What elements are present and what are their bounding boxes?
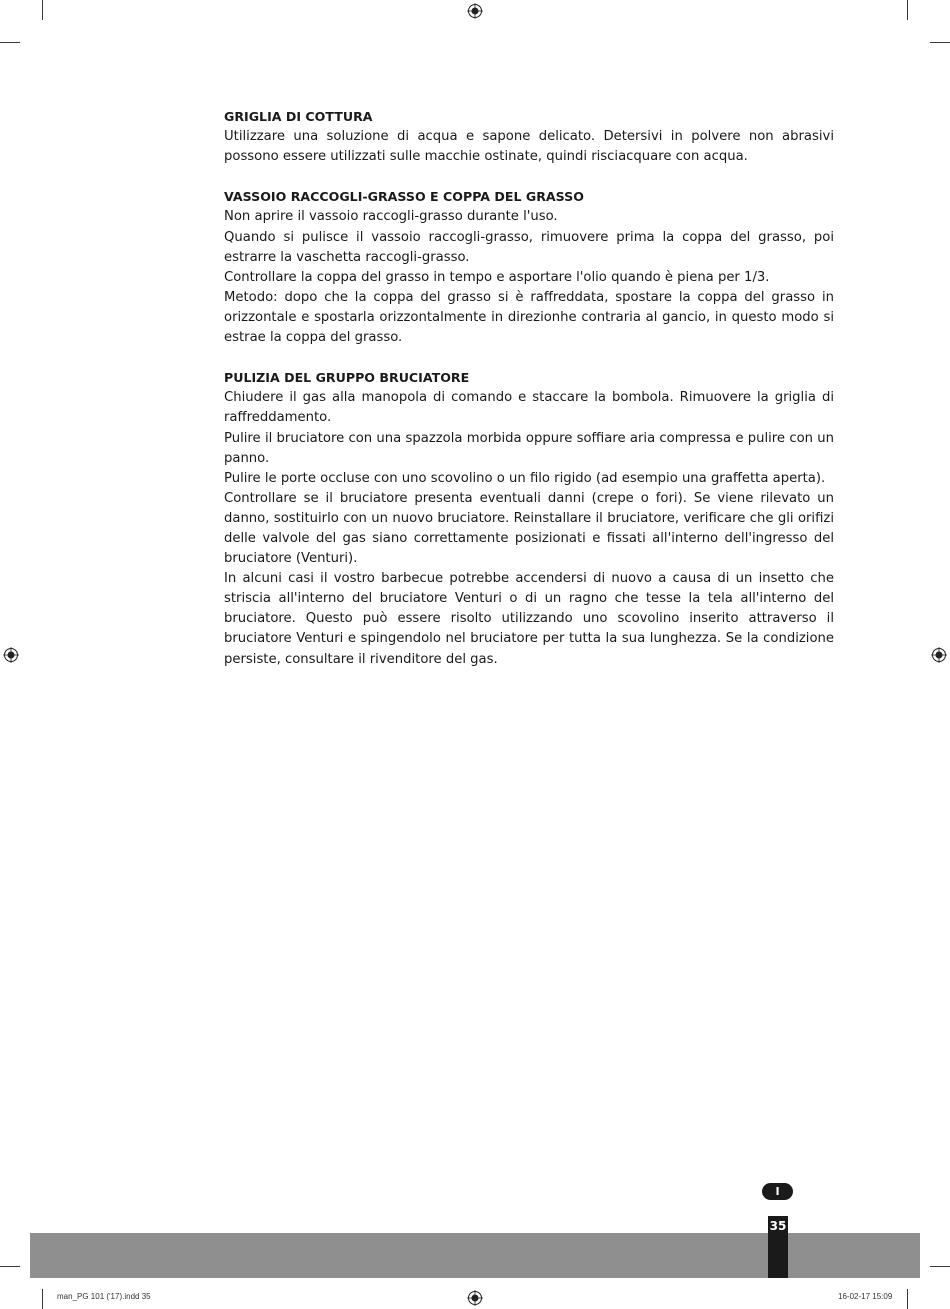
section-grease-tray	[224, 187, 834, 348]
crop-mark	[930, 1266, 950, 1267]
paragraph: Pulire le porte occluse con uno scovolino o un filo rigido (ad esempio una graffetta aperta).	[224, 470, 826, 486]
crop-mark	[907, 0, 908, 20]
paragraph: In alcuni casi il vostro barbecue potrebbe accendersi di nuovo a causa di un insetto che striscia all'interno del bruciatore Venturi o di un ragno che tesse la tela all'interno del bruciatore. Questo può essere risolto utilizzando uno scovolino inserito attraverso il bruciatore Venturi e spingendolo nel bruciatore per tutta la sua lunghezza. Se la condizione persiste, consultare il rivenditore del gas.	[224, 571, 834, 667]
section-heading: GRIGLIA DI COTTURA	[224, 109, 373, 124]
registration-mark-icon	[467, 1290, 483, 1306]
crop-mark	[907, 1289, 908, 1309]
section-heading: VASSOIO RACCOGLI-GRASSO E COPPA DEL GRASSO	[224, 189, 584, 205]
paragraph: Metodo: dopo che la coppa del grasso si è raffreddata, spostare la coppa del grasso in orizzontale e spostarla orizzontalmente in direzionhe contraria al gancio, in questo modo si estrae la coppa del grasso.	[224, 289, 834, 346]
section-burner-cleaning	[224, 368, 834, 669]
paragraph: Pulire il bruciatore con una spazzola morbida oppure soffiare aria compressa e pulire con un panno.	[224, 430, 834, 466]
paragraph: Controllare la coppa del grasso in tempo e asportare l'olio quando è piena per 1/3.	[224, 269, 770, 285]
crop-mark	[42, 1289, 43, 1309]
crop-mark	[0, 42, 20, 43]
registration-mark-icon	[3, 647, 19, 663]
document-body	[224, 107, 834, 690]
paragraph: Chiudere il gas alla manopola di comando e staccare la bombola. Rimuovere la griglia di raffreddamento.	[224, 390, 834, 426]
paragraph: Utilizzare una soluzione di acqua e sapone delicato. Detersivi in polvere non abrasivi possono essere utilizzati sulle macchie ostinate, quindi risciacquare con acqua.	[224, 129, 834, 165]
page-number: 35	[768, 1216, 788, 1278]
registration-mark-icon	[931, 647, 947, 663]
file-slug: man_PG 101 ('17).indd 35	[57, 1292, 151, 1301]
registration-mark-icon	[467, 3, 483, 19]
crop-mark	[930, 42, 950, 43]
section-heading: PULIZIA DEL GRUPPO BRUCIATORE	[224, 370, 470, 386]
paragraph: Controllare se il bruciatore presenta eventuali danni (crepe o fori). Se viene rilevato un danno, sostituirlo con un nuovo bruciatore. Reinstallare il bruciatore, verificare che gli orifizi delle valvole del gas siano correttamente posizionati e fissati all'interno dell'ingresso del bruciatore (Venturi).	[224, 490, 834, 567]
paragraph: Quando si pulisce il vassoio raccogli-grasso, rimuovere prima la coppa del grasso, poi estrarre la vaschetta raccogli-grasso.	[224, 229, 834, 265]
section-cooking-grid	[224, 107, 834, 167]
language-badge: I	[762, 1183, 793, 1200]
crop-mark	[0, 1266, 20, 1267]
date-slug: 16-02-17 15:09	[838, 1292, 893, 1301]
paragraph: Non aprire il vassoio raccogli-grasso durante l'uso.	[224, 209, 558, 225]
crop-mark	[42, 0, 43, 20]
